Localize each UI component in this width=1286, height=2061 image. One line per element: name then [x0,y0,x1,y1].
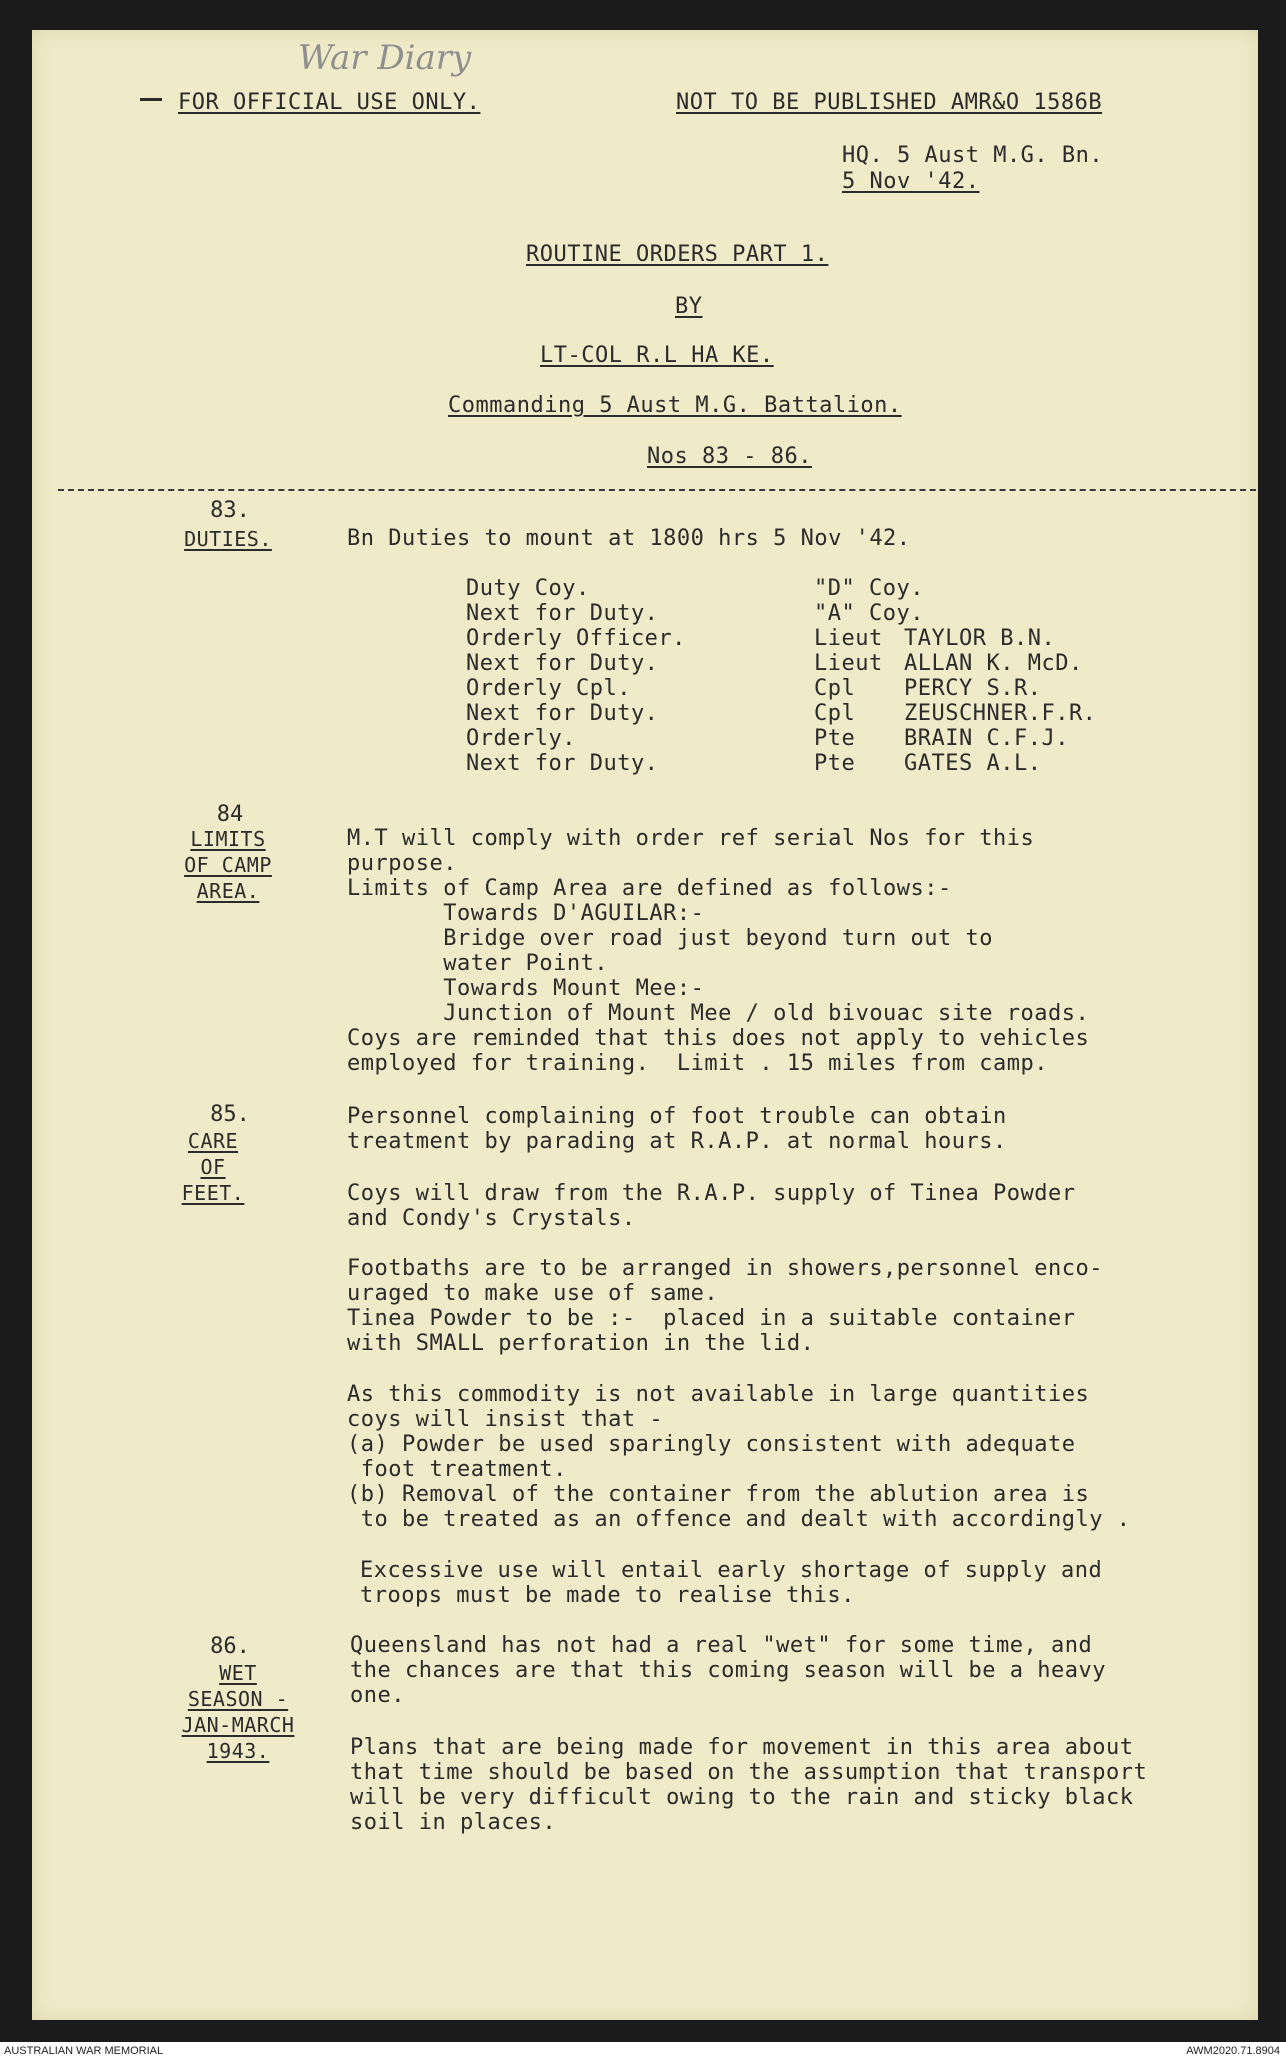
header-date: 5 Nov '42. [842,169,980,194]
separator-line [58,489,1256,491]
duty-role: Orderly Cpl. [466,676,631,701]
section-86-number: 86. [210,1634,250,1659]
section-85-label [168,1128,258,1206]
margin-dash [140,98,162,101]
duty-rank: Cpl [814,676,856,701]
section-84-text: M.T will comply with order ref serial Nos for this purpose. Limits of Camp Area are defined as follows:- Towards D'AGUILAR:- Bridge over road just beyond turn out to water Point. Towards Mount Mee:- Junction of Mount Mee / old bivouac site roads. Coys are reminded that this does not apply to vehicles employed for training. Limit . 15 miles from camp. [347,826,1090,1076]
duty-name: GATES A.L. [904,751,1042,776]
section-85-para-5: Excessive use will entail early shortage of supply and troops must be made to realise this. [360,1558,1103,1608]
title-command: Commanding 5 Aust M.G. Battalion. [448,393,902,418]
title-by: BY [675,294,703,319]
duty-name: ALLAN K. McD. [904,651,1083,676]
duty-role: Next for Duty. [466,751,659,776]
section-label-line: AREA. [196,879,260,903]
duty-rank: Lieut [814,626,883,651]
section-85-para-2: Coys will draw from the R.A.P. supply of Tinea Powder and Condy's Crystals. [347,1181,1076,1231]
section-83-label [168,526,288,552]
section-86-para-2: Plans that are being made for movement in this area about that time should be based on the assumption that transport will be very difficult owing to the rain and sticky black soil in places. [350,1735,1148,1835]
section-label-line: SEASON - [187,1687,289,1711]
section-85-number: 85. [210,1102,250,1127]
header-publication-restriction: NOT TO BE PUBLISHED AMR&O 1586B [676,90,1103,115]
duty-rank: Pte [814,726,856,751]
duty-name: TAYLOR B.N. [904,626,1056,651]
duty-role: Next for Duty. [466,701,659,726]
duty-rank: "A" Coy. [814,601,924,626]
section-label-line: DUTIES. [184,527,272,551]
handwritten-note: War Diary [298,38,472,78]
section-label-line: LIMITS [190,827,266,851]
section-85-para-1: Personnel complaining of foot trouble can obtain treatment by parading at R.A.P. at normal hours. [347,1104,1007,1154]
footer-source: AUSTRALIAN WAR MEMORIAL [4,2045,164,2057]
duty-role: Orderly. [466,726,576,751]
archive-footer [0,2042,1286,2061]
duty-role: Next for Duty. [466,601,659,626]
section-label-line: OF [200,1155,226,1179]
duty-name: ZEUSCHNER.F.R. [904,701,1097,726]
section-label-line: JAN-MARCH [181,1713,295,1737]
header-unit: HQ. 5 Aust M.G. Bn. [842,143,1104,168]
section-label-line: FEET. [181,1181,245,1205]
section-label-line: CARE [187,1129,239,1153]
section-86-label [168,1660,308,1764]
duty-rank: Pte [814,751,856,776]
section-83-intro: Bn Duties to mount at 1800 hrs 5 Nov '42. [347,526,911,551]
duty-name: PERCY S.R. [904,676,1042,701]
section-label-line: OF CAMP [184,853,272,877]
section-label-line: 1943. [206,1739,270,1763]
duty-role: Duty Coy. [466,576,590,601]
footer-identifier: AWM2020.71.8904 [1186,2045,1280,2057]
duty-role: Orderly Officer. [466,626,686,651]
section-84-label [168,826,288,904]
duty-rank: Lieut [814,651,883,676]
title-routine-orders: ROUTINE ORDERS PART 1. [526,242,829,267]
duty-name: BRAIN C.F.J. [904,726,1069,751]
header-classification: FOR OFFICIAL USE ONLY. [178,90,481,115]
section-label-line: WET [219,1661,257,1685]
section-85-para-3: Footbaths are to be arranged in showers,personnel enco- uraged to make use of same. Tinea Powder to be :- placed in a suitable container with SMALL perforation in the lid. [347,1256,1103,1356]
duty-rank: "D" Coy. [814,576,924,601]
duty-role: Next for Duty. [466,651,659,676]
title-order-numbers: Nos 83 - 86. [647,444,812,469]
duty-rank: Cpl [814,701,856,726]
section-85-para-4: As this commodity is not available in large quantities coys will insist that - (a) Powder be used sparingly consistent with adequate foot treatment. (b) Removal of the container from the ablution area is to be treated as an offence and dealt with accordingly . [347,1382,1131,1532]
section-86-para-1: Queensland has not had a real "wet" for some time, and the chances are that this coming season will be a heavy one. [350,1633,1106,1708]
section-83-number: 83. [210,498,250,523]
section-84-number: 84 [216,802,244,827]
title-commander: LT-COL R.L HA KE. [540,343,774,368]
